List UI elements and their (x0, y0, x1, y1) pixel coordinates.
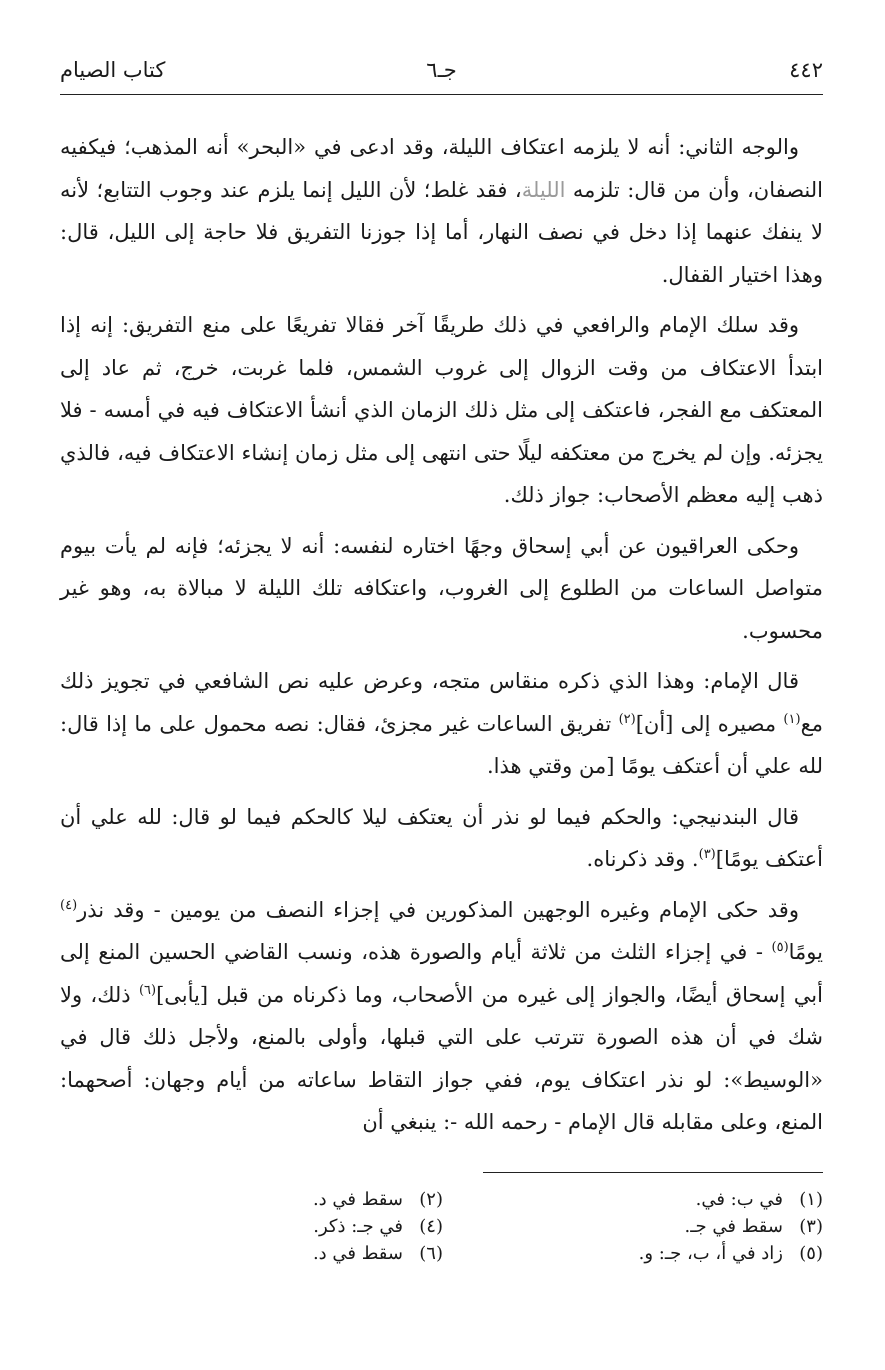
page-number: ٤٤٢ (789, 58, 823, 82)
paragraph-4-text-b: مصيره إلى [أن] (635, 711, 784, 736)
footnote-divider (483, 1172, 823, 1173)
footnote-text: سقط في جـ. (684, 1216, 783, 1237)
footnote-number: (١) (799, 1189, 823, 1210)
paragraph-1-text-cont: ، فقد غلط؛ لأن الليل إنما يلزم عند وجوب التتابع؛ لأنه لا ينفك عنهما إذا دخل في نصف النهار، أما إذا جوزنا التفريق فلا حاجة إلى الليل، قال: وهذا اختيار القفال. (60, 177, 823, 287)
footnote-5 (443, 1240, 823, 1267)
footnote-text: في جـ: ذكر. (313, 1216, 403, 1237)
footnote-number: (٤) (419, 1216, 443, 1237)
paragraph-5-text-a: قال البندنيجي: والحكم فيما لو نذر أن يعتكف ليلا كالحكم فيما لو قال: لله علي أن أعتكف يومًا] (60, 804, 823, 871)
main-text (60, 126, 823, 1152)
paragraph-1-text: والوجه الثاني: أنه لا يلزمه اعتكاف الليلة، وقد ادعى في «البحر» أنه المذهب؛ فيكفيه النصفان، وأن من قال: تلزمه (60, 135, 823, 202)
footnote-ref-5: (٥) (771, 940, 789, 955)
paragraph-5 (60, 796, 823, 881)
footnote-6 (63, 1240, 443, 1267)
footnote-2 (63, 1186, 443, 1213)
footnote-text: زاد في أ، ب، جـ: و. (638, 1243, 783, 1264)
footnote-row (63, 1240, 823, 1267)
footnote-ref-2: (٢) (618, 711, 636, 727)
running-header (60, 58, 823, 92)
paragraph-3: وحكى العراقيون عن أبي إسحاق وجهًا اختاره لنفسه: أنه لا يجزئه؛ فإنه لم يأت بيوم متواصل الساعات من الطلوع إلى الغروب، واعتكافه تلك الليلة لا مبالاة به، وهو غير محسوب. (60, 533, 823, 643)
paragraph-1 (60, 126, 823, 296)
paragraph-6-text-a: وقد حكى الإمام وغيره الوجهين المذكورين في إجزاء النصف من يومين - وقد نذر (77, 897, 799, 922)
paragraph-5-text-b: . وقد ذكرناه. (586, 847, 699, 871)
paragraph-4-text-a: قال الإمام: وهذا الذي ذكره منقاس متجه، وعرض عليه نص الشافعي في تجويز ذلك مع (60, 669, 823, 736)
footnote-1 (443, 1186, 823, 1213)
footnote-number: (٦) (419, 1243, 443, 1264)
footnote-ref-1: (١) (783, 711, 801, 727)
footnote-4 (63, 1213, 443, 1240)
paragraph-4 (60, 660, 823, 788)
paragraph-1-faded-word: الليلة (521, 177, 566, 202)
volume-label: جـ٦ (426, 58, 457, 82)
header-divider (60, 94, 823, 95)
footnote-row (63, 1186, 823, 1213)
footnote-text: سقط في د. (312, 1189, 403, 1210)
footnote-text: سقط في د. (312, 1243, 403, 1264)
footnote-ref-4: (٤) (60, 897, 78, 913)
footnote-row (63, 1213, 823, 1240)
paragraph-2: وقد سلك الإمام والرافعي في ذلك طريقًا آخر فقالا تفريعًا على منع التفريق: إنه إذا ابتدأ الاعتكاف من وقت الزوال إلى غروب الشمس، فلما غربت، خرج، ثم عاد إلى المعتكف مع الفجر، فاعتكف إلى مثل ذلك الزمان الذي أنشأ الاعتكاف فيه في أمسه - فلا يجزئه. وإن لم يخرج من معتكفه ليلًا حتى انتهى إلى مثل زمان إنشاء الاعتكاف فيه، فالذي ذهب إليه معظم الأصحاب: جواز ذلك. (60, 313, 823, 507)
paragraph-6 (60, 889, 823, 1144)
footnote-text: في ب: في. (695, 1189, 783, 1210)
footnote-number: (٢) (419, 1189, 443, 1210)
footnote-number: (٣) (799, 1216, 823, 1237)
footnotes (63, 1186, 823, 1267)
paragraph-6-text-d: ذلك، ولا شك في أن هذه الصورة تترتب على التي قبلها، وأولى بالمنع، ولأجل ذلك قال في «الوسيط»: لو نذر اعتكاف يوم، ففي جواز التقاط ساعاته من أيام وجهان: أصحهما: المنع، وعلى مقابله قال الإمام - رحمه الله -: ينبغي أن (60, 982, 823, 1134)
footnote-ref-3: (٣) (698, 847, 716, 862)
footnote-number: (٥) (799, 1243, 823, 1264)
footnote-ref-6: (٦) (138, 982, 157, 998)
paragraph-4-text-c: تفريق الساعات غير مجزئ، فقال: نصه محمول على ما إذا قال: لله علي أن أعتكف يومًا [من وقتي هذا. (60, 711, 823, 778)
paragraph-6-text-b: يومًا (788, 940, 823, 964)
footnote-3 (443, 1213, 823, 1240)
book-title: كتاب الصيام (60, 58, 166, 82)
paragraph-6-text-c: - في إجزاء الثلث من ثلاثة أيام والصورة هذه، ونسب القاضي الحسين المنع إلى أبي إسحاق أيضًا، والجواز إلى غيره من الأصحاب، وما ذكرناه من قبل [يأبى] (60, 940, 823, 1007)
